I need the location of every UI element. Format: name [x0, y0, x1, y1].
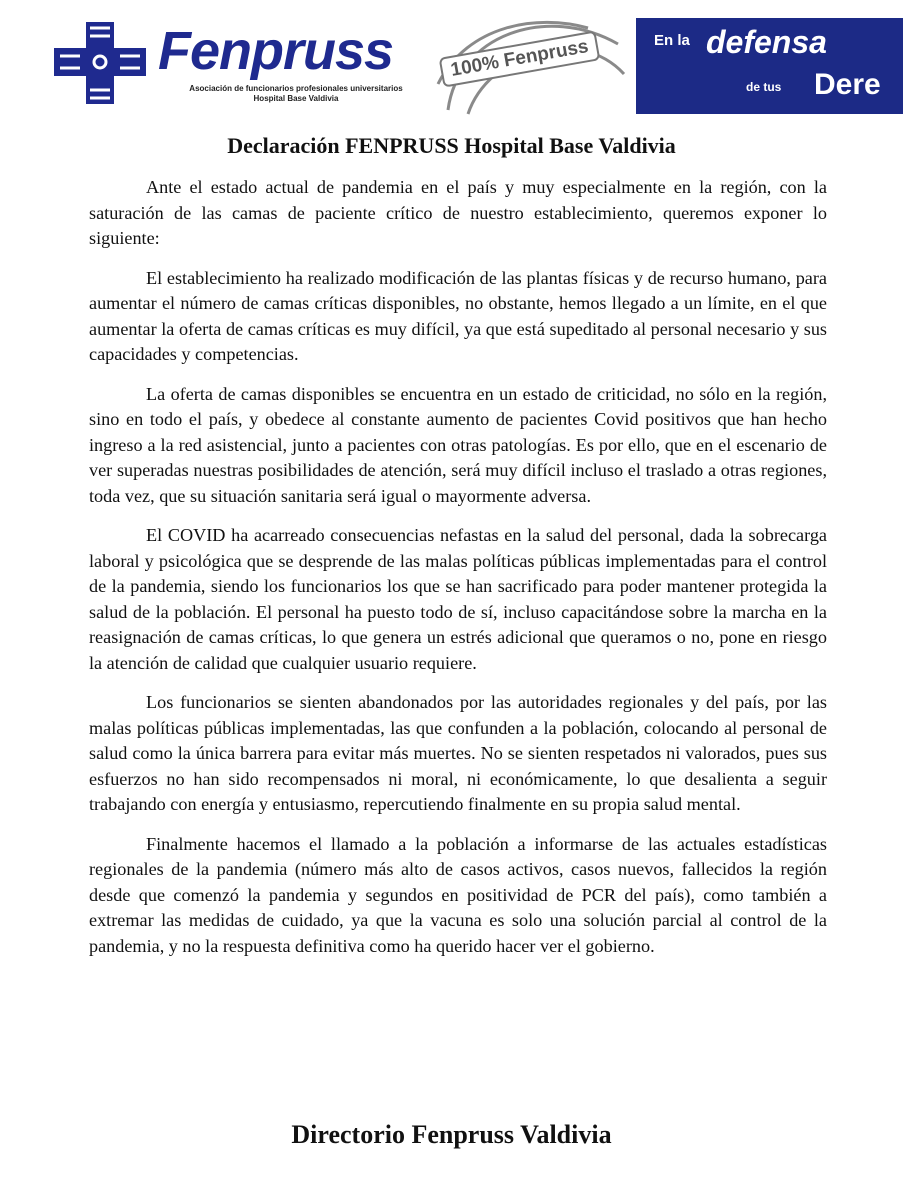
signature: Directorio Fenpruss Valdivia — [291, 1120, 612, 1149]
banner-line1-big: defensa — [706, 24, 827, 60]
logo-subtitle-line-1: Asociación de funcionarios profesionales universitarios — [189, 84, 403, 93]
document-title: Declaración FENPRUSS Hospital Base Valdivia — [227, 133, 676, 158]
stamp-label: 100% Fenpruss — [439, 30, 601, 87]
logo-subtitle — [156, 84, 436, 104]
letterhead — [0, 0, 903, 122]
paragraph: Ante el estado actual de pandemia en el país y muy especialmente en la región, con la saturación de las camas de paciente crítico de nuestro establecimiento, queremos exponer lo siguiente: — [89, 177, 827, 248]
document-body — [89, 175, 827, 973]
paragraph: El establecimiento ha realizado modificación de las plantas físicas y de recurso humano, para aumentar el número de camas críticas disponibles, no obstante, hemos llegado a un límite, en el que aumentar la oferta de camas críticas es muy difícil, ya que está supeditado al personal necesario y sus capacidades y competencias. — [89, 267, 827, 364]
cross-logo-icon — [50, 18, 150, 108]
paragraph: Finalmente hacemos el llamado a la población a informarse de las actuales estadísticas regionales de la pandemia (número más alto de casos activos, casos nuevos, fallecidos la región desde que comenzó la pandemia y segundos en positividad de PCR del país), como también a extremar las medidas de cuidado, ya que la vacuna es solo una solución parcial al control de la pandemia, y no la respuesta definitiva como ha querido hacer ver el gobierno. — [89, 833, 827, 956]
banner-line2-big: Dere — [814, 68, 881, 101]
banner-line2-small: de tus — [746, 80, 782, 94]
banner-line1-small: En la — [654, 32, 690, 49]
paragraph: El COVID ha acarreado consecuencias nefastas en la salud del personal, dada la sobrecarga laboral y psicológica que se desprende de las malas políticas públicas implementadas para el control de la pandemia, siendo los funcionarios los que se han sacrificado para poder mantener protegida la salud de la población. El personal ha puesto todo de sí, incluso capacitándose sobre la marcha en la reasignación de camas críticas, lo que genera un estrés adicional que queramos o no, pone en riesgo la atención de calidad que cualquier usuario requiere. — [89, 525, 827, 673]
logo-subtitle-line-2: Hospital Base Valdivia — [253, 94, 339, 103]
logo-wordmark: Fenpruss — [158, 21, 394, 81]
paragraph: La oferta de camas disponibles se encuentra en un estado de criticidad, no sólo en la región, sino en todo el país, y obedece al constante aumento de pacientes Covid positivos que han hecho ingreso a la red asistencial, junto a pacientes con otras patologías. Es por ello, que en el escenario de ver superadas nuestras posibilidades de atención, será muy difícil incluso el traslado a otras regiones, toda vez, que su situación sanitaria será igual o mayormente adversa. — [89, 383, 827, 506]
slogan-banner — [636, 18, 903, 114]
paragraph: Los funcionarios se sienten abandonados por las autoridades regionales y del país, por las malas políticas públicas implementadas, las que confunden a la población, colocando al personal de salud como la única barrera para evitar más muertes. No se sienten respetados ni valorados, pues sus esfuerzos no han sido recompensados ni moral, ni económicamente, lo que desalienta a seguir trabajando con energía y entusiasmo, repercutiendo finalmente en su propia salud mental. — [89, 692, 827, 814]
